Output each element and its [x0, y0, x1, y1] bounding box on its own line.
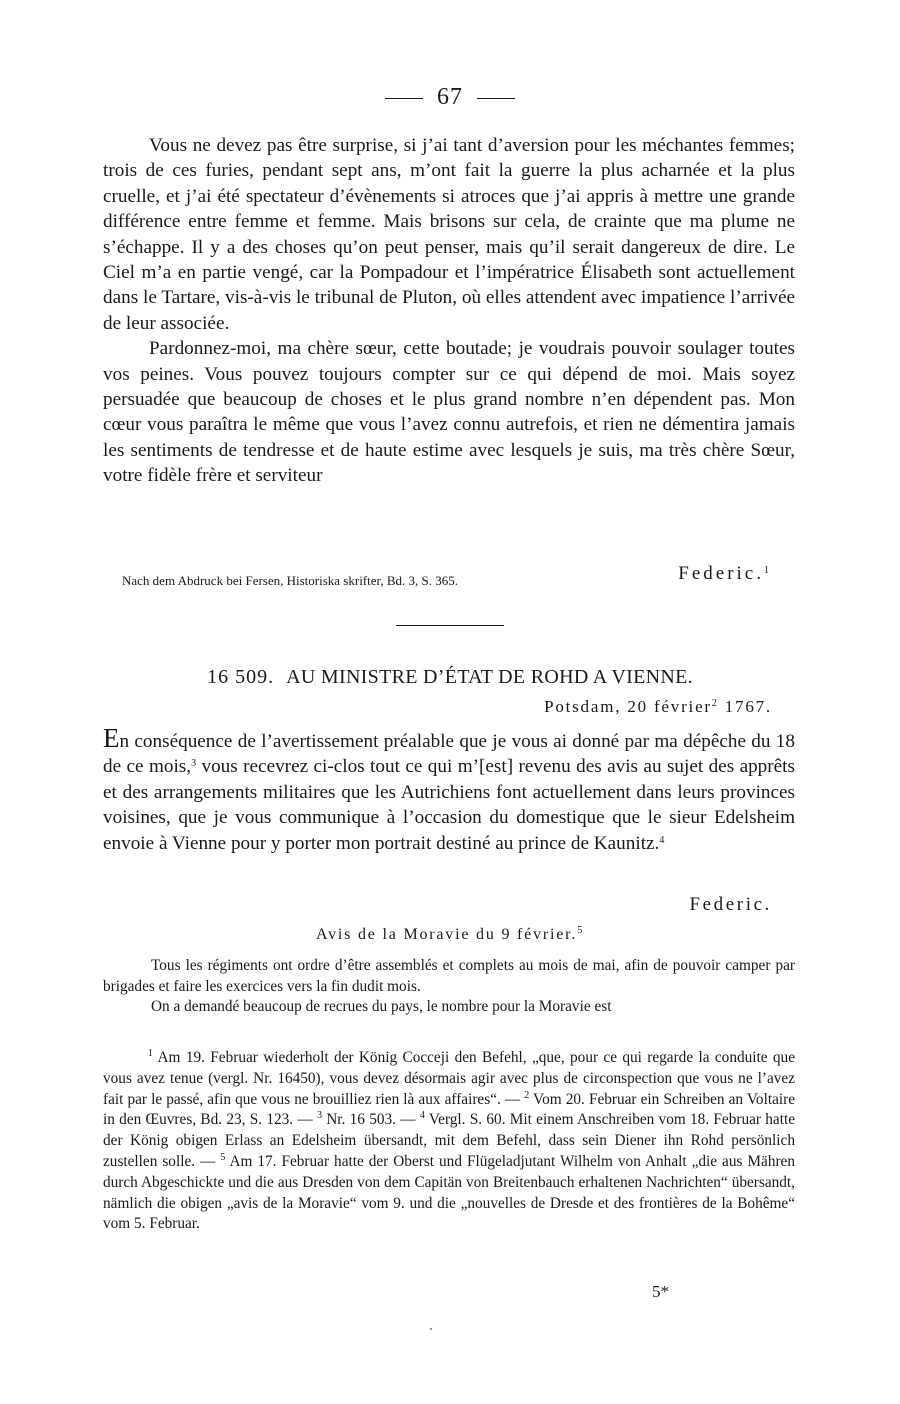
footnote-mark-4: 4 [419, 1110, 425, 1122]
letter-1-signature [678, 563, 772, 585]
footnote-text-2: Vom 20. Februar ein Schreiben an Voltaire in den Œuvres, Bd. 23, S. 123. — [103, 1090, 796, 1129]
letter-1-signature-text: Federic. [678, 563, 764, 584]
letter-2-place-date [544, 697, 772, 717]
footnote-text-4: Vergl. S. 60. Mit einem Anschreiben vom 18. Februar hatte der König obigen Erlass an Edelsheim übersandt, mit dem Befehl, dass sein Diener ihn Rohd persönlich zustellen solle. — [103, 1111, 795, 1170]
footnote-mark-5: 5 [220, 1151, 226, 1163]
letter-2-paragraph [103, 723, 795, 856]
avis-body [103, 956, 795, 1018]
footnote-ref-3: 3 [191, 758, 197, 770]
letter-2-signature: Federic. [689, 894, 772, 915]
footnote-ref-5: 5 [577, 925, 585, 936]
footnote-text-5: Am 17. Februar hatte der Oberst und Flügeladjutant Wilhelm von Anhalt „die aus Mähren durch Abgeschickte und die aus Dresden von dem Capitän von Breitenbauch erhaltenen Nachrichten“ übersandt, nämlich die obigen „avis de la Moravie“ vom 9. und die „nouvelles de Dresde et des frontières de la Bohême“ vom 5. Februar. [103, 1152, 795, 1233]
source-note: Nach dem Abdruck bei Fersen, Historiska skrifter, Bd. 3, S. 365. [122, 573, 458, 588]
avis-paragraph-1: Tous les régiments ont ordre d’être assemblés et complets au mois de mai, afin de pouvoir camper par brigades et faire les exercices vers la fin dudit mois. [103, 957, 795, 995]
letter-2-initial: E [103, 723, 120, 753]
footnote-ref-2: 2 [711, 698, 719, 709]
page-number-dash-right [477, 98, 515, 99]
footnote-mark-3: 3 [316, 1110, 322, 1122]
avis-paragraph-2: On a demandé beaucoup de recrues du pays, le nombre pour la Moravie est [151, 998, 612, 1015]
footnote-text-1: Am 19. Februar wiederholt der König Cocceji den Befehl, „que, pour ce qui regarde la conduite que vous avez tenue (vergl. Nr. 16450), vous devez désormais agir avec plus de circonspection que vous ne l’avez fait par le passé, afin que vous ne brouilliez rien là aux affaires“. — [103, 1049, 795, 1108]
footnotes [103, 1048, 795, 1235]
footnote-mark-2: 2 [524, 1089, 530, 1101]
letter-2-body [103, 723, 795, 856]
footnote-paragraph [103, 1048, 795, 1235]
letter-2-text-b: vous recevrez ci-clos tout ce qui m’[est] revenu des avis au sujet des apprêts et des arrangements militaires que les Autrichiens font actuellement dans leurs provinces voisines, que je vous communique à l’occasion du domestique que le sieur Edelsheim envoie à Vienne pour y porter mon portrait destiné au prince de Kaunitz. [103, 756, 795, 854]
avis-title [0, 926, 900, 944]
avis-title-text: Avis de la Moravie du 9 février. [315, 926, 578, 943]
print-speck [430, 1328, 432, 1330]
letter-2-heading [0, 666, 900, 689]
footnote-ref-1: 1 [764, 565, 772, 576]
footnote-mark-1: 1 [148, 1048, 153, 1059]
footnote-ref-4: 4 [659, 834, 665, 846]
letter-2-number: 16 509. [207, 666, 275, 688]
letter-2-title: AU MINISTRE D’ÉTAT DE ROHD A VIENNE. [286, 666, 693, 688]
letter-2-text-a: n conséquence de l’avertissement préalable que je vous ai donné par ma dépêche du 18 de ce mois, [103, 731, 795, 778]
place-date-year: 1767. [718, 697, 772, 716]
page-number-text: 67 [437, 84, 463, 110]
letter-1-paragraph-1: Vous ne devez pas être surprise, si j’ai tant d’aversion pour les méchantes femmes; trois de ces furies, pendant sept ans, m’ont fait la guerre la plus acharnée et la plus cruelle, et j’ai été spectateur d’évènements si atroces que j’ai appris à mettre une grande différence entre femme et femme. Mais brisons sur cela, de crainte que ma plume ne s’échappe. Il y a des choses qu’on peut penser, mais qu’il serait dangereux de dire. Le Ciel m’a en partie vengé, car la Pompadour et l’impératrice Élisabeth sont actuellement dans le Tartare, vis-à-vis le tribunal de Pluton, où elles attendent avec impatience l’arrivée de leur associée. [103, 135, 795, 334]
section-separator [396, 625, 504, 626]
letter-1-body [103, 133, 795, 489]
place-date-text: Potsdam, 20 février [544, 697, 712, 716]
page-number-dash-left [385, 98, 423, 99]
page-number [0, 84, 900, 111]
footnote-text-3: Nr. 16 503. — [321, 1111, 420, 1129]
printer-signature-mark: 5* [652, 1282, 669, 1301]
letter-1-paragraph-2: Pardonnez-moi, ma chère sœur, cette boutade; je voudrais pouvoir soulager toutes vos peines. Vous pouvez toujours compter sur ce qui dépend de moi. Mais soyez persuadée que beaucoup de choses et le plus grand nombre n’en dépendent pas. Mon cœur vous paraîtra le même que vous l’avez connu autrefois, et rien ne démentira jamais les sentiments de tendresse et de haute estime avec lesquels je suis, ma très chère Sœur, votre fidèle frère et serviteur [103, 338, 795, 487]
